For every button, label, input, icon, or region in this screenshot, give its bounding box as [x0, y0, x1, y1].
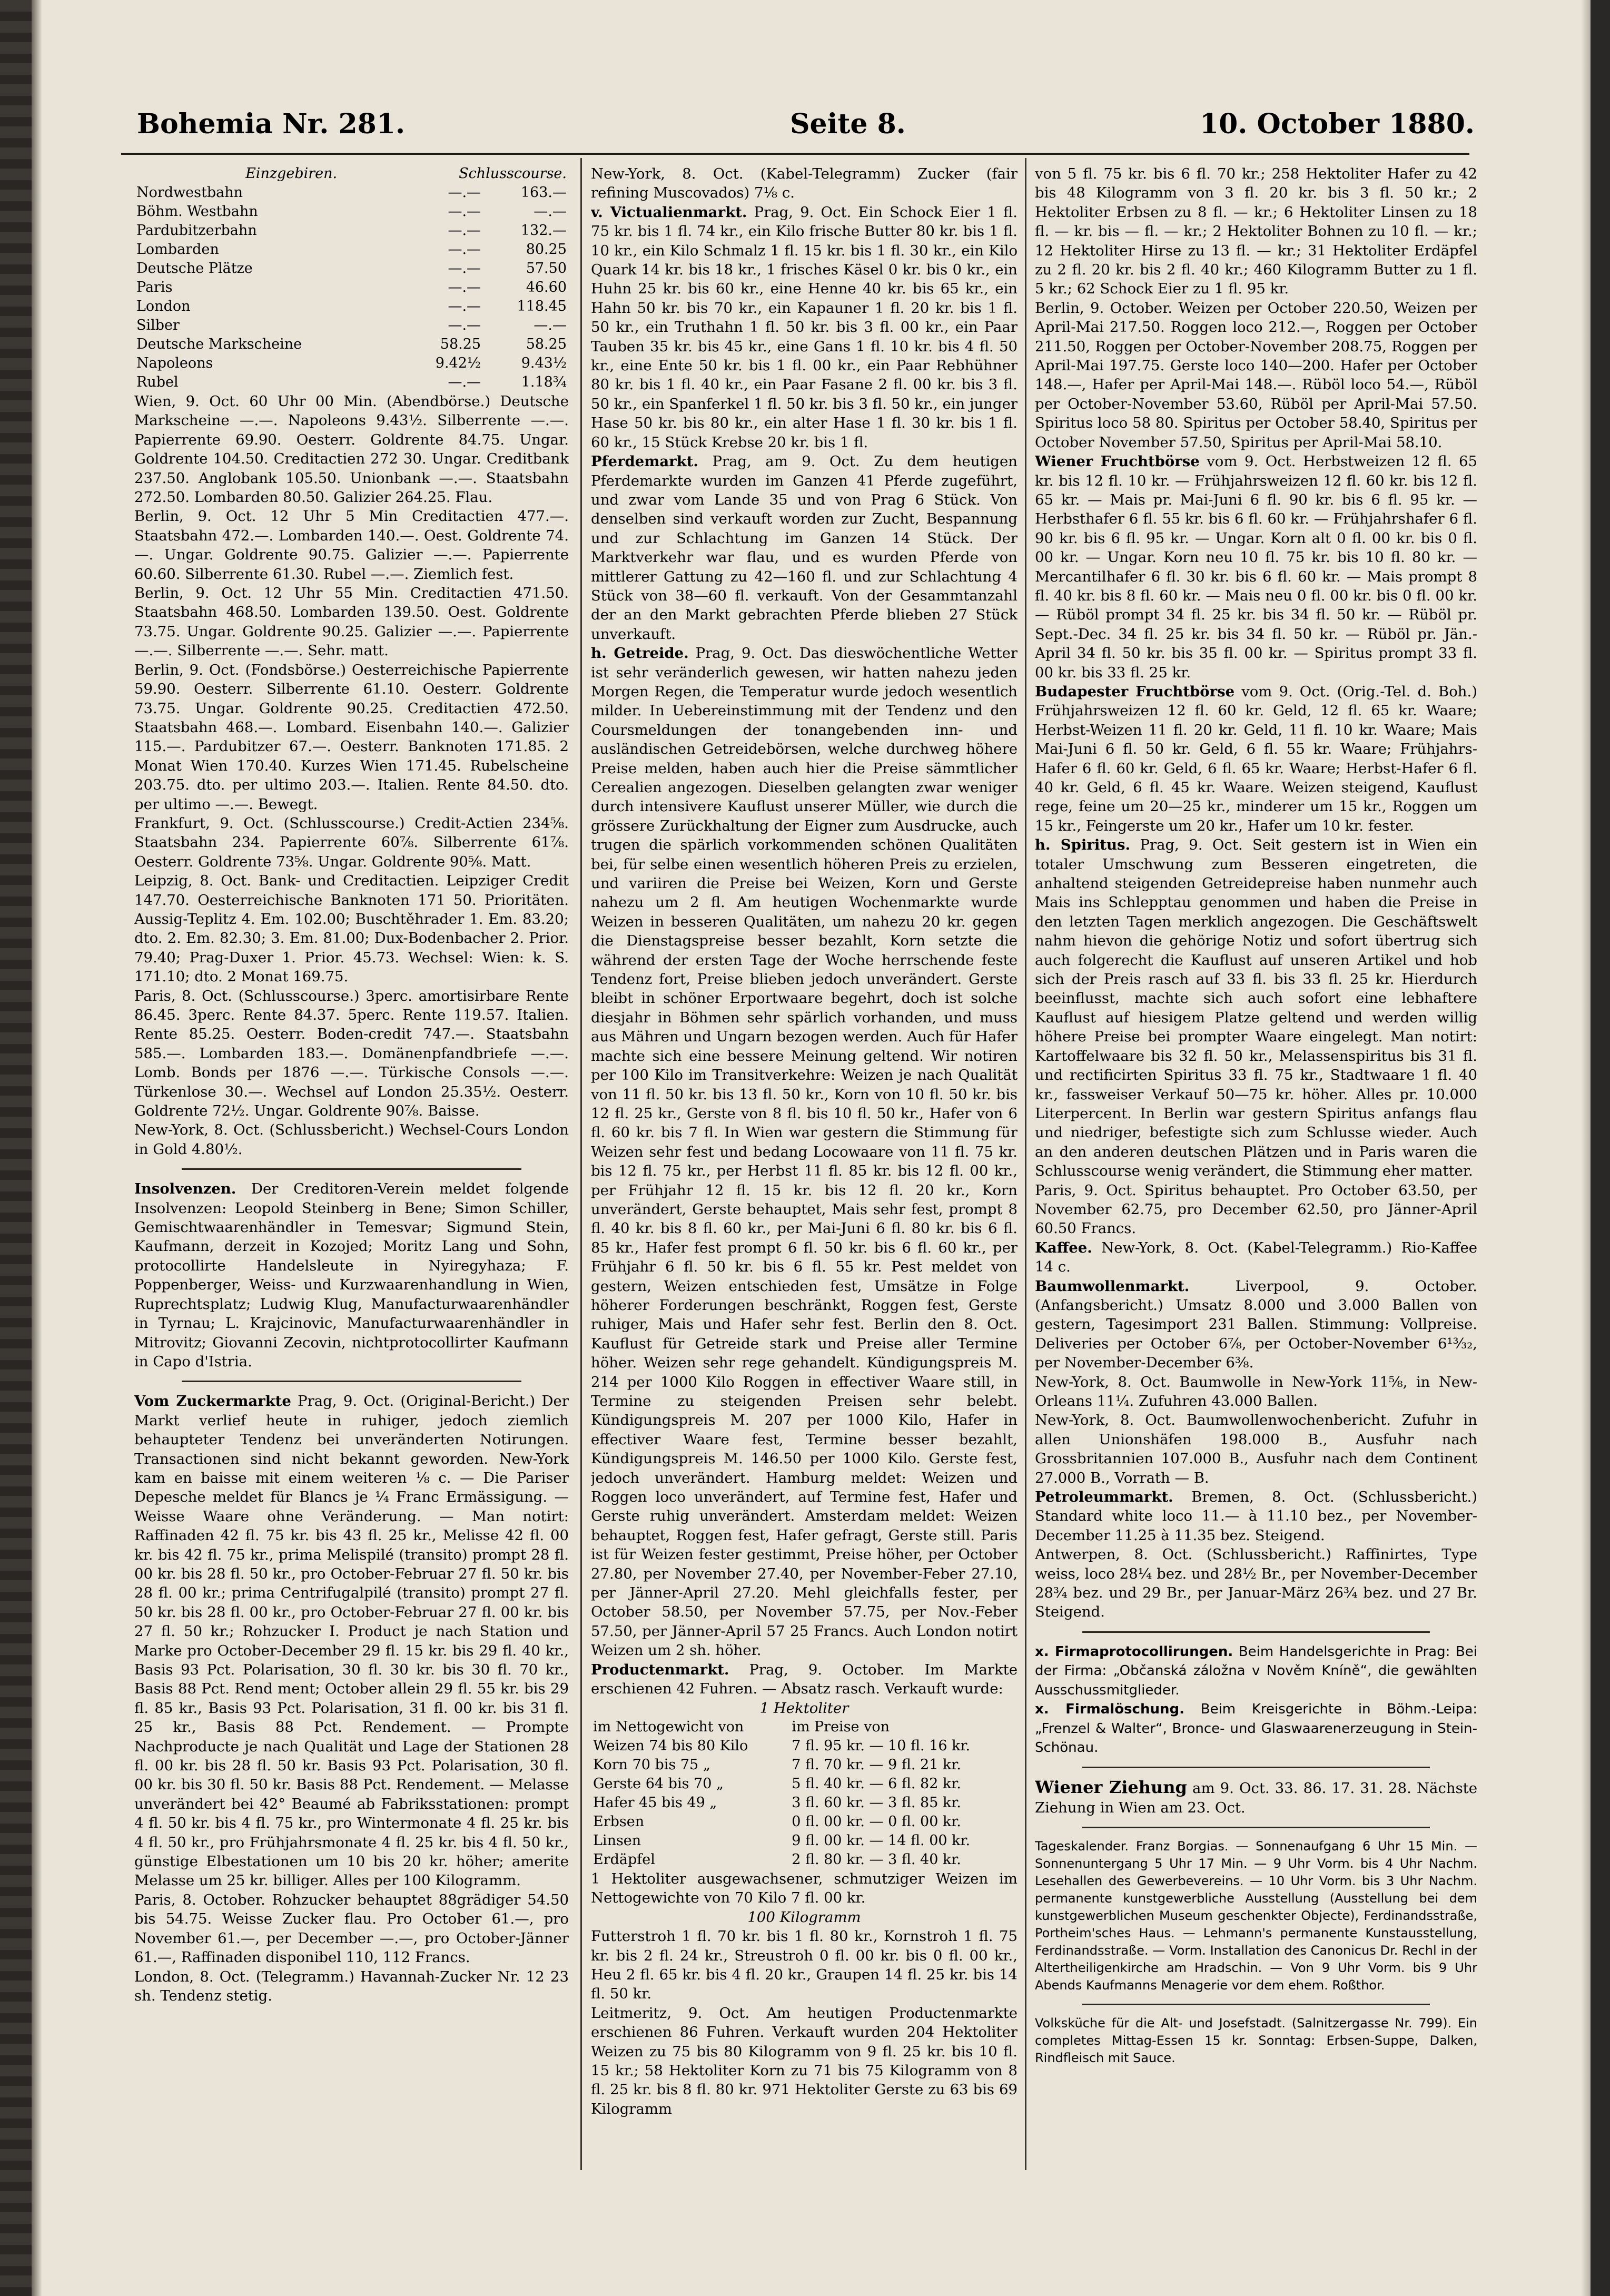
- column-2: [591, 164, 1018, 2166]
- table-cell: Nordwestbahn: [136, 184, 243, 201]
- table-cell: —.—: [448, 298, 481, 314]
- table-cell: Pardubitzerbahn: [136, 222, 257, 239]
- article-berlin-2: Berlin, 9. Oct. 12 Uhr 55 Min. Creditactien 471.50. Staatsbahn 468.50. Lombarden 139.50. Oest. Goldrente 73.75. Ungar. Goldrente 90.25. Galizier —.—. Papierrente —.—. Silberrente —.—. Sehr. matt.: [134, 585, 569, 659]
- table-row: [591, 1775, 1018, 1794]
- table-row: [134, 335, 569, 354]
- table-cell: —.—: [448, 374, 481, 390]
- table-cell: —.—: [448, 222, 481, 239]
- article-kaffee: [1035, 1238, 1477, 1277]
- table-cell: 58.25: [526, 336, 567, 352]
- table-header-row: [591, 1718, 1018, 1737]
- table-cell: —.—: [534, 203, 567, 220]
- section-heading: Vom Zuckermarkte: [134, 1393, 291, 1410]
- article-frankfurt: Frankfurt, 9. Oct. (Schlusscourse.) Credit-Actien 234⅝. Staatsbahn 234. Papierrente 60⅞. Silberrente 61⅞. Oesterr. Goldrente 73⅝. Ungar. Goldrente 90⅝. Matt.: [134, 814, 569, 870]
- table-row: [134, 221, 569, 240]
- article-text: Bremen, 8. Oct. (Schlussbericht.) Standard white loco 11.— à 11.10 bez., per November-December 11.25 à 11.35 bez. Steigend.: [1035, 1489, 1477, 1544]
- section-heading: Petroleummarkt.: [1035, 1489, 1173, 1506]
- table-cell: —.—: [448, 279, 481, 295]
- section-heading: Productenmarkt.: [591, 1661, 729, 1678]
- table-row: [134, 259, 569, 278]
- table-row: [591, 1850, 1018, 1869]
- header-rule: [121, 153, 1469, 155]
- article-leipzig: Leipzig, 8. Oct. Bank- und Creditactien. Leipziger Credit 147.70. Oesterreichische Banknoten 171 50. Prioritäten. Aussig-Teplitz 4. Em. 102.00; Buschtěhrader 1. Em. 83.20; dto. 2. Em. 82.30; 3. Em. 81.00; Dux-Bodenbacher 2. Prior. 79.40; Prag-Duxer 1. Prior. 45.73. Wechsel: Wien: k. S. 171.10; dto. 2 Monat 169.75.: [134, 872, 569, 986]
- table-header: [134, 164, 143, 183]
- table-header: Schlusscourse.: [459, 165, 567, 182]
- table-cell: 5 fl. 40 kr. — 6 fl. 82 kr.: [792, 1775, 961, 1792]
- table-row: [134, 183, 569, 202]
- table-row: [134, 278, 569, 297]
- table-cell: Linsen: [593, 1832, 641, 1849]
- article-text: Prag, am 9. Oct. Zu dem heutigen Pferdemarkte wurden im Ganzen 41 Pferde zugeführt, und zwar vom Lande 35 und von Prag 6 Stück. Von denselben sind verkauft worden zur Zucht, Bespannung und zur Schlachtung im Ganzen 14 Stück. Der Marktverkehr war flau, und es wurden Pferde von mittlerer Gattung zu 42—160 fl. und zur Schlachtung 4 Stück von 38—60 fl. verkauft. Von der Gesammtanzahl der an den Markt gebrachten Pferde blieben 27 Stück unverkauft.: [591, 453, 1018, 643]
- column-1: [134, 164, 569, 2166]
- article-getreide: [591, 644, 1018, 1660]
- article-baumwolle-ny-1: New-York, 8. Oct. Baumwolle in New-York 11⅝, in New-Orleans 11¼. Zufuhren 43.000 Ballen.: [1035, 1373, 1477, 1410]
- table-cell: 9.43½: [521, 355, 567, 371]
- table-cell: 118.45: [517, 298, 567, 314]
- article-volkskueche: Volksküche für die Alt- und Josefstadt. (Salnitzergasse Nr. 799). Ein completes Mittag-Essen 15 kr. Sonntag: Erbsen-Suppe, Dalken, Rindfleisch mit Sauce.: [1035, 2016, 1477, 2066]
- table-cell: 132.—: [520, 222, 567, 239]
- table-row: [591, 1812, 1018, 1831]
- article-firmaloeschung: [1035, 1700, 1477, 1757]
- section-heading: v. Victualienmarkt.: [591, 203, 747, 221]
- article-text: Prag, 9. Oct. Seit gestern ist in Wien ein totaler Umschwung zum Besseren eingetreten, die anhaltend steigenden Getreidepreise haben nunmehr auch Mais ins Schlepptau genommen und haben die Preise in den letzten Tagen merklich angezogen. Die Geschäftswelt nahm hievon die gehörige Notiz und sofort übertrug sich auch folgerecht die Kauflust auf unseren Artikel und hob sich der Preis rasch auf 33 fl. bis 33 fl. 25 kr. Hierdurch beeinflusst, machte sich auch sofort eine lebhaftere Kauflust auf hiesigem Platze geltend und werden willig höhere Preise bei prompter Waare eingelegt. Man notirt: Kartoffelwaare bis 32 fl. 50 kr., Melassenspiritus bis 31 fl. und rectificirten Spiritus 33 fl. 75 kr., Stadtwaare 1 fl. 40 kr., fassweiser Verkauf 50—75 kr. höher. Alles pr. 10.000 Literpercent. In Berlin war gestern Spiritus anfangs flau und niedriger, befestigte sich zum Schlusse wieder. Auch an den anderen deutschen Plätzen und in Paris waren die Schlusscourse wenig verändert, die Stimmung eher matter.: [1035, 836, 1477, 1180]
- table-cell: London: [136, 298, 191, 314]
- article-insolvenzen: [134, 1179, 569, 1371]
- table-row: [134, 354, 569, 373]
- article-leitmeritz-cont: von 5 fl. 75 kr. bis 6 fl. 70 kr.; 258 Hektoliter Hafer zu 42 bis 48 Kilogramm von 3 fl. 20 kr. bis 3 fl. 50 kr.; 2 Hektoliter Erbsen zu 8 fl. — kr.; 6 Hektoliter Linsen zu 18 fl. — kr. bis — fl. — kr.; 2 Hektoliter Bohnen zu 10 fl. — kr.; 12 Hektoliter Hirse zu 13 fl. — kr.; 31 Hektoliter Erdäpfel zu 2 fl. 20 kr. bis 2 fl. 40 kr.; 460 Kilogramm Butter zu 1 fl. 5 kr.; 62 Schock Eier zu 1 fl. 95 kr.: [1035, 165, 1477, 298]
- page-header: [137, 108, 1475, 145]
- section-heading: Baumwollenmarkt.: [1035, 1277, 1190, 1295]
- table-cell: Böhm. Westbahn: [136, 203, 258, 220]
- article-spiritus: [1035, 835, 1477, 1180]
- table-cell: 163.—: [520, 184, 567, 201]
- table-cell: 2 fl. 80 kr. — 3 fl. 40 kr.: [792, 1851, 961, 1868]
- article-productenmarkt: [591, 1660, 1018, 1699]
- article-paris: Paris, 8. Oct. (Schlusscourse.) 3perc. amortisirbare Rente 86.45. 3perc. Rente 84.37. 5perc. Rente 119.57. Italien. Rente 85.25. Oesterr. Boden-credit 747.—. Staatsbahn 585.—. Lombarden 183.—. Domänenpfandbriefe —.—. Lomb. Bonds per 1876 —.—. Türkische Consols —.—. Türkenlose 30.—. Wechsel auf London 25.35½. Oesterr. Goldrente 72½. Ungar. Goldrente 90⅞. Baisse.: [134, 987, 569, 1120]
- table-cell: Paris: [136, 279, 173, 295]
- article-zucker-paris: Paris, 8. October. Rohzucker behauptet 88grädiger 54.50 bis 54.75. Weisse Zucker flau. Pro October 61.—, pro November 61.—, per December —.—, pro October-Jänner 61.—, Raffinaden disponibel 110, 112 Francs.: [134, 1891, 569, 1966]
- section-heading: h. Spiritus.: [1035, 836, 1131, 854]
- article-tageskalender: Tageskalender. Franz Borgias. — Sonnenaufgang 6 Uhr 15 Min. — Sonnenuntergang 5 Uhr 17 Min. — 9 Uhr Vorm. bis 4 Uhr Nachm. Lesehallen des Gewerbevereins. — 10 Uhr Vorm. bis 3 Uhr Nachm. permanente kunstgewerbliche Ausstellung (Ausstellung bei dem kunstgewerblichen Museum geschenkter Objecte), Ferdinandsstraße, Portheim'sches Haus. — Lehmann's permanente Kunstausstellung, Ferdinandsstraße. — Vorm. Installation des Canonicus Dr. Rechl in der Altertheiligenkirche am Hradschin. — Von 9 Uhr Vorm. bis 9 Uhr Abends Kaufmanns Menagerie vor dem ehem. Roßthor.: [1035, 1839, 1477, 1993]
- table-row: [591, 1756, 1018, 1775]
- article-note: 1 Hektoliter ausgewachsener, schmutziger Weizen im Nettogewichte von 70 Kilo 7 fl. 00 kr.: [591, 1870, 1018, 1907]
- article-baumwolle-ny-2: New-York, 8. Oct. Baumwollenwochenbericht. Zufuhr in allen Unionshäfen 198.000 B., Ausfuhr nach Grossbritannien 107.000 B., Ausfuhr nach dem Continent 27.000 B., Vorrath — B.: [1035, 1412, 1477, 1486]
- article-berlin-1: Berlin, 9. Oct. 12 Uhr 5 Min Creditactien 477.—. Staatsbahn 472.—. Lombarden 140.—. Oest. Goldrente 74.—. Ungar. Goldrente 90.75. Galizier —.—. Papierrente 60.60. Silberrente 61.30. Rubel —.—. Ziemlich fest.: [134, 508, 569, 583]
- table-row: [134, 297, 569, 316]
- article-victualienmarkt: [591, 203, 1018, 452]
- header-title: Bohemia Nr. 281.: [137, 108, 406, 140]
- table-cell: 58.25: [440, 336, 481, 352]
- article-zucker-london: London, 8. Oct. (Telegramm.) Havannah-Zucker Nr. 12 23 sh. Tendenz stetig.: [134, 1968, 569, 2004]
- section-heading: Insolvenzen.: [134, 1180, 236, 1198]
- table-cell: Erdäpfel: [593, 1851, 655, 1868]
- table-cell: 3 fl. 60 kr. — 3 fl. 85 kr.: [792, 1794, 961, 1811]
- article-wiener-ziehung: [1035, 1778, 1477, 1817]
- table-cell: Rubel: [136, 374, 179, 390]
- table-cell: —.—: [534, 317, 567, 333]
- article-text: Prag, 9. October. Im Markte erschienen 42 Fuhren. — Absatz rasch. Verkauft wurde:: [591, 1661, 1018, 1698]
- table-caption: 1 Hektoliter: [759, 1699, 849, 1717]
- table-cell: Napoleons: [136, 355, 213, 371]
- table-cell: 1.18¾: [521, 374, 567, 390]
- section-heading: Kaffee.: [1035, 1239, 1092, 1256]
- article-firmaprotocollirungen: [1035, 1642, 1477, 1700]
- separator: [1082, 1767, 1430, 1768]
- section-heading: Wiener Ziehung: [1035, 1777, 1187, 1798]
- table-cell: Deutsche Markscheine: [136, 336, 302, 352]
- bourse-table-body: [134, 183, 569, 392]
- page-edge: [1581, 0, 1591, 2296]
- table-cell: Korn 70 bis 75 „: [593, 1756, 710, 1773]
- article-text: Prag, 9. Oct. Ein Schock Eier 1 fl. 75 kr. bis 1 fl. 74 kr., ein Kilo frische Butter 80 kr. bis 1 fl. 10 kr., ein Kilo Schmalz 1 fl. 15 kr. bis 1 fl. 30 kr., ein Kilo Quark 14 kr. bis 18 kr., 1 frisches Käsel 0 kr. bis 0 kr., ein Huhn 25 kr. bis 60 kr., eine Henne 40 kr. bis 65 kr., ein Hahn 50 kr. bis 70 kr., ein Kapauner 1 fl. 20 kr. bis 1 fl. 50 kr., ein Truthahn 1 fl. 50 kr. bis 3 fl. 00 kr., ein Paar Tauben 35 kr. bis 45 kr., eine Gans 1 fl. 10 kr. bis 4 fl. 50 kr., eine Ente 50 kr. bis 1 fl. 00 kr., ein Paar Rebhühner 80 kr. bis 1 fl. 40 kr., ein Paar Fasane 2 fl. 00 kr. bis 3 fl. 50 kr., ein Spanferkel 1 fl. 50 kr. bis 3 fl. 50 kr., ein junger Hase 50 kr. bis 80 kr., ein alter Hase 1 fl. 30 kr. bis 1 fl. 60 kr., 15 Stück Krebse 20 kr. bis 1 fl.: [591, 203, 1018, 451]
- article-pferdemarkt: [591, 452, 1018, 644]
- table-cell: Deutsche Plätze: [136, 260, 253, 277]
- table-caption: 100 Kilogramm: [747, 1908, 861, 1926]
- table-cell: 80.25: [526, 241, 567, 258]
- article-wien: Wien, 9. Oct. 60 Uhr 00 Min. (Abendbörse.) Deutsche Markscheine —.—. Napoleons 9.43½. Silberrente —.—. Papierrente 69.90. Oesterr. Goldrente 84.75. Ungar. Goldrente 104.50. Creditactien 272 30. Ungar. Creditbank 237.50. Anglobank 105.50. Unionbank —.—. Staatsbahn 272.50. Lombarden 80.50. Galizier 264.25. Flau.: [134, 393, 569, 506]
- table-row: [591, 1831, 1018, 1850]
- table-cell: —.—: [448, 317, 481, 333]
- table-cell: 9 fl. 00 kr. — 14 fl. 00 kr.: [792, 1832, 971, 1849]
- header-page-number: Seite 8.: [790, 108, 906, 140]
- article-baumwollenmarkt: [1035, 1277, 1477, 1373]
- bourse-table-header: [134, 164, 569, 183]
- table-row: [134, 202, 569, 221]
- column-rule-1: [580, 158, 582, 2170]
- table-cell: Lombarden: [136, 241, 219, 258]
- article-new-york: New-York, 8. Oct. (Schlussbericht.) Wechsel-Cours London in Gold 4.80½.: [134, 1121, 569, 1158]
- article-text: am 9. Oct. 33. 86. 17. 31. 28. Nächste Ziehung in Wien am 23. Oct.: [1035, 1780, 1477, 1816]
- table-cell: 57.50: [526, 260, 567, 277]
- column-rule-2: [1025, 158, 1026, 2170]
- article-text: Beim Kreisgerichte in Böhm.-Leipa: „Frenzel & Walter“, Bronce- und Glaswaarenerzeugung in Stein-Schönau.: [1035, 1701, 1477, 1756]
- table-cell: 9.42½: [435, 355, 481, 371]
- table-row: [134, 316, 569, 335]
- header-date: 10. October 1880.: [1199, 108, 1475, 140]
- article-text: New-York, 8. Oct. (Kabel-Telegramm.) Rio-Kaffee 14 c.: [1035, 1239, 1477, 1276]
- article-budapester-fruchtboerse: [1035, 682, 1477, 835]
- table-cell: —.—: [448, 241, 481, 258]
- table-cell: Hafer 45 bis 49 „: [593, 1794, 717, 1811]
- section-heading: Pferdemarkt.: [591, 453, 698, 470]
- table-cell: 7 fl. 95 kr. — 10 fl. 16 kr.: [792, 1737, 971, 1754]
- table-cell: Weizen 74 bis 80 Kilo: [593, 1737, 748, 1754]
- article-berlin-grain: Berlin, 9. October. Weizen per October 220.50, Weizen per April-Mai 217.50. Roggen loco 212.—, Roggen per October 211.50, Roggen per October-November 208.75, Roggen per April-Mai 197.75. Gerste loco 140—200. Hafer per October 148.—, Hafer per April-Mai 148.—. Rüböl loco 54.—, Rüböl per October-November 53.60, Rüböl per April-Mai 57.50. Spiritus loco 58 80. Spiritus per October 58.40, Spiritus per October November 57.50, Spiritus per April-Mai 58.10.: [1035, 299, 1477, 451]
- section-heading: Budapester Fruchtbörse: [1035, 683, 1235, 700]
- article-antwerpen: Antwerpen, 8. Oct. (Schlussbericht.) Raffinirtes, Type weiss, loco 28¼ bez. und 28½ Br., per November-December 28¾ bez. und 29 Br., per Januar-März 26¾ bez. und 27 Br. Steigend.: [1035, 1546, 1477, 1621]
- article-text: Der Creditoren-Verein meldet folgende Insolvenzen: Leopold Steinberg in Bene; Simon Schiller, Gemischtwaarenhändler in Temesvar; Sigmund Stein, Kaufmann, derzeit in Kozojed; Moritz Lang und Sohn, protocollirte Handelsleute in Nyiregyhaza; F. Poppenberger, Weiss- und Kurzwaarenhandlung in Wien, Ruprechtsplatz; Ludwig Klug, Manufacturwaarenhändler in Tyrnau; L. Krajcinovic, Manufacturwaarenhändler in Mitrovitz; Giovanni Zecovin, nichtprotocollirter Kaufmann in Capo d'Istria.: [134, 1180, 569, 1370]
- article-leitmeritz: Leitmeritz, 9. Oct. Am heutigen Productenmarkte erschienen 86 Fuhren. Verkauft wurden 204 Hektoliter Weizen zu 75 bis 80 Kilogramm von 9 fl. 25 kr. bis 10 fl. 15 kr.; 58 Hektoliter Korn zu 71 bis 75 Kilogramm von 8 fl. 25 kr. bis 8 fl. 80 kr. 971 Hektoliter Gerste zu 63 bis 69 Kilogramm: [591, 2004, 1018, 2117]
- article-text: Liverpool, 9. October. (Anfangsbericht.) Umsatz 8.000 und 3.000 Ballen von gestern, Tagesimport 231 Ballen. Stimmung: Vollpreise. Deliveries per October 6⅞, per October-November 6¹³⁄₃₂, per November-December 6⅜.: [1035, 1277, 1477, 1372]
- separator: [182, 1381, 521, 1382]
- table-cell: Gerste 64 bis 70 „: [593, 1775, 724, 1792]
- table-cell: Silber: [136, 317, 180, 333]
- article-wiener-fruchtboerse: [1035, 452, 1477, 682]
- table-row: [591, 1737, 1018, 1756]
- product-price-table: [591, 1718, 1018, 1869]
- table-row: [591, 1794, 1018, 1812]
- article-text: Prag, 9. Oct. (Original-Bericht.) Der Markt verlief heute in ruhiger, jedoch ziemlich behaupteter Tendenz bei unveränderten Notirungen. Transactionen sind nicht bekannt geworden. New-York kam en baisse mit einem weiteren ⅛ c. — Die Pariser Depesche meldet für Blancs je ¼ Franc Ermässigung. — Weisse Waare ohne Veränderung. — Man notirt: Raffinaden 42 fl. 75 kr. bis 43 fl. 25 kr., Melisse 42 fl. 00 kr. bis 42 fl. 75 kr., prima Melispilé (transito) prompt 28 fl. 00 kr. bis 28 fl. 50 kr., pro October-Februar 27 fl. 50 kr. bis 28 fl. 00 kr.; prima Centrifugalpilé (transito) prompt 27 fl. 50 kr. bis 28 fl. 00 kr., pro October-Februar 27 fl. 00 kr. bis 27 fl. 50 kr.; Rohzucker I. Product je nach Station und Marke pro October-December 29 fl. 15 kr. bis 29 fl. 40 kr., Basis 93 Pct. Polarisation, 30 fl. 30 kr. bis 30 fl. 70 kr., Basis 88 Pct. Rend ment; October allein 29 fl. 55 kr. bis 29 fl. 85 kr., Basis 93 Pct. Polarisation, 31 fl. 00 kr. bis 31 fl. 25 kr., Basis 88 Pct. Rendement. — Prompte Nachproducte je nach Qualität und Lage der Stationen 28 fl. 00 kr. bis 28 fl. 50 kr. Basis 93 Pct. Polarisation, 30 fl. 00 kr. bis 30 fl. 50 kr. Basis 88 Pct. Rendement. — Melasse unverändert bei 42° Beaumé ab Fabriksstationen: prompt 4 fl. 50 kr. bis 4 fl. 75 kr., pro Wintermonate 4 fl. 25 kr. bis 4 fl. 50 kr., pro Frühjahrsmonate 4 fl. 25 kr. bis 4 fl. 50 kr., günstige Elbestationen um 10 bis 20 kr. höher; amerite Melasse um 25 kr. billiger. Alles per 100 Kilogramm.: [134, 1393, 569, 1889]
- article-petroleummarkt: [1035, 1487, 1477, 1545]
- article-zuckermarkt: [134, 1392, 569, 1890]
- article-text: Prag, 9. Oct. Das dieswöchentliche Wetter ist sehr veränderlich gewesen, wir hatten nahezu jeden Morgen Regen, die Temperatur wurde jedoch wesentlich milder. In Uebereinstimmung mit der Tendenz und den Coursmeldungen der tonangebenden inn- und ausländischen Getreidebörsen, welche durchweg höhere Preise melden, haben auch hier die Preise sämmtlicher Cerealien angezogen. Dieselben gelangten zwar weniger durch intensivere Kauflust unserer Müller, wie durch die grössere Zurückhaltung der Eigner zum Ausdrucke, auch trugen die spärlich vorkommenden schönen Qualitäten bei, für selbe einen wesentlich höheren Preis zu erzielen, und variiren die Preise bei Weizen, Korn und Gerste nahezu um 2 fl. Am heutigen Wochenmarkte wurde Weizen in besseren Qualitäten, um nahezu 20 kr. gegen die Dienstagspreise besser bezahlt, Korn setzte die während der ersten Tage der Woche herrschende feste Tendenz fort, Preise blieben jedoch unverändert. Gerste bleibt in schöner Erportwaare begehrt, doch ist solche diesjahr in Böhmen sehr spärlich vorhanden, und muss aus Mähren und Ungarn bezogen werden. Auch für Hafer machte sich eine bessere Meinung geltend. Wir notiren per 100 Kilo im Transitverkehre: Weizen je nach Qualität von 11 fl. 50 kr. bis 13 fl. 50 kr., Korn von 10 fl. 50 kr. bis 12 fl. 25 kr., Gerste von 8 fl. bis 10 fl. 50 kr., Hafer von 6 fl. 60 kr. bis 7 fl. In Wien war gestern die Stimmung für Weizen sehr fest und bedang Locowaare von 11 fl. 75 kr. bis 12 fl. 75 kr., per Herbst 11 fl. 85 kr. bis 12 fl. 00 kr., per Frühjahr 12 fl. 15 kr. bis 12 fl. 20 kr., Korn unverändert, Gerste behauptet, Mais sehr fest, prompt 8 fl. 40 kr. bis 8 fl. 60 kr., per Mai-Juni 6 fl. 80 kr. bis 6 fl. 85 kr., Hafer fest prompt 6 fl. 50 kr. bis 6 fl. 60 kr., per Frühjahr 6 fl. 50 kr. bis 6 fl. 55 kr. Pest meldet von gestern, Weizen entschieden fest, Umsätze in Folge höherer Forderungen beschränkt, Roggen fest, Gerste ruhiger, Mais und Hafer sehr fest. Berlin den 8. Oct. Kauflust für Getreide stark und Preise aller Termine höher. Weizen sehr rege gehandelt. Kündigungspreis M. 214 per 1000 Kilo Roggen in effectiver Waare still, in Termine zu steigenden Preisen sehr belebt. Kündigungspreis M. 207 per 1000 Kilo, Hafer in effectiver Waare fest, Termine besser bezahlt, Kündigungspreis M. 146.50 per 1000 Kilo. Gerste fest, jedoch unverändert. Hamburg meldet: Weizen und Roggen loco unverändert, auf Termine fest, Hafer und Gerste ruhig unverändert. Amsterdam meldet: Weizen behauptet, Roggen fest, Hafer gefragt, Gerste still. Paris ist für Weizen fester gestimmt, Preise höher, per October 27.80, per November 27.40, per November-Feber 27.10, per Jänner-April 27.20. Mehl gleichfalls fester, per October 58.50, per November 57.75, per Nov.-Feber 57.50, per Jänner-April 57 25 Francs. Auch London notirt Weizen um 2 sh. höher.: [591, 645, 1018, 1659]
- table-header: Einzgebiren.: [245, 165, 338, 182]
- article-new-york-zucker: New-York, 8. Oct. (Kabel-Telegramm) Zucker (fair refining Muscovados) 7⅛ c.: [591, 165, 1018, 202]
- separator: [182, 1168, 521, 1170]
- table-cell: 0 fl. 00 kr. — 0 fl. 00 kr.: [792, 1813, 961, 1830]
- column-3: [1035, 164, 1477, 2166]
- table-cell: —.—: [448, 184, 481, 201]
- section-heading: x. Firmalöschung.: [1035, 1701, 1184, 1718]
- table-cell: 46.60: [526, 279, 567, 295]
- binding-strip: [0, 0, 32, 2296]
- table-row: [134, 240, 569, 259]
- article-spiritus-paris: Paris, 9. Oct. Spiritus behauptet. Pro October 63.50, per November 62.75, pro December 62.50, pro Jänner-April 60.50 Francs.: [1035, 1181, 1477, 1237]
- article-text: vom 9. Oct. Herbstweizen 12 fl. 65 kr. bis 12 fl. 10 kr. — Frühjahrsweizen 12 fl. 60 kr. bis 12 fl. 65 kr. — Mais pr. Mai-Juni 6 fl. 90 kr. bis 6 fl. 95 kr. — Herbsthafer 6 fl. 55 kr. bis 6 fl. 60 kr. — Frühjahrshafer 6 fl. 90 kr. bis 6 fl. 95 kr. — Ungar. Korn alt 0 fl. 00 kr. bis 0 fl. 00 kr. — Ungar. Korn neu 10 fl. 75 kr. bis 10 fl. 80 kr. — Mercantilhafer 6 fl. 30 kr. bis 6 fl. 60 kr. — Mais prompt 8 fl. 40 kr. bis 8 fl. 60 kr. — Mais neu 0 fl. 00 kr. bis 0 fl. 00 kr. — Rüböl prompt 34 fl. 25 kr. bis 34 fl. 50 kr. — Rüböl pr. Sept.-Dec. 34 fl. 25 kr. bis 34 fl. 50 kr. — Rüböl pr. Jän.-April 34 fl. 50 kr. bis 35 fl. 00 kr. — Spiritus prompt 33 fl. 00 kr. bis 33 fl. 25 kr.: [1035, 453, 1477, 681]
- section-heading: Wiener Fruchtbörse: [1035, 453, 1200, 470]
- separator: [1082, 1631, 1430, 1633]
- separator: [1082, 2004, 1430, 2005]
- table-cell: —.—: [448, 203, 481, 220]
- article-text: vom 9. Oct. (Orig.-Tel. d. Boh.) Frühjahrsweizen 12 fl. 60 kr. Geld, 12 fl. 65 kr. Waare; Herbst-Weizen 11 fl. 20 kr. Geld, 11 fl. 10 kr. Waare; Mais Mai-Juni 6 fl. 50 kr. Geld, 6 fl. 55 kr. Waare; Frühjahrs-Hafer 6 fl. 60 kr. Geld, 6 fl. 65 kr. Waare; Herbst-Hafer 6 fl. 40 kr. Geld, 6 fl. 45 kr. Waare. Weizen steigend, Kauflust rege, feine um 20—25 kr., minderer um 15 kr., Roggen um 15 kr., Feingerste um 20 kr., Hafer um 10 kr. fester.: [1035, 683, 1477, 834]
- section-heading: x. Firmaprotocollirungen.: [1035, 1643, 1233, 1660]
- table-cell: —.—: [448, 260, 481, 277]
- article-straw-prices: Futterstroh 1 fl. 70 kr. bis 1 fl. 80 kr., Kornstroh 1 fl. 75 kr. bis 2 fl. 24 kr., Streustroh 0 fl. 00 kr. bis 0 fl. 00 kr., Heu 2 fl. 65 kr. bis 4 fl. 20 kr., Graupen 14 fl. 25 kr. bis 14 fl. 50 kr.: [591, 1928, 1018, 2003]
- article-berlin-3: Berlin, 9. Oct. (Fondsbörse.) Oesterreichische Papierrente 59.90. Oesterr. Silberrente 61.10. Oesterr. Goldrente 73.75. Ungar. Goldrente 90.25. Creditactien 472.50. Staatsbahn 468.—. Lombard. Eisenbahn 140.—. Galizier 115.—. Pardubitzer 67.—. Oesterr. Banknoten 171.85. 2 Monat Wien 170.40. Kurzes Wien 171.45. Rubelscheine 203.75. dto. per ultimo 203.—. Italien. Rente 84.50. dto. per ultimo —.—. Bewegt.: [134, 661, 569, 813]
- table-cell: 7 fl. 70 kr. — 9 fl. 21 kr.: [792, 1756, 961, 1773]
- article-text: Beim Handelsgerichte in Prag: Bei der Firma: „Občanská záložna v Nověm Kníně“, die gewählten Ausschussmitglieder.: [1035, 1643, 1477, 1698]
- table-header: im Preise von: [792, 1718, 890, 1735]
- separator: [1082, 1827, 1430, 1828]
- table-cell: Erbsen: [593, 1813, 645, 1830]
- bourse-table: [134, 164, 569, 183]
- section-heading: h. Getreide.: [591, 645, 689, 662]
- table-row: [134, 373, 569, 392]
- table-header: im Nettogewicht von: [593, 1718, 744, 1735]
